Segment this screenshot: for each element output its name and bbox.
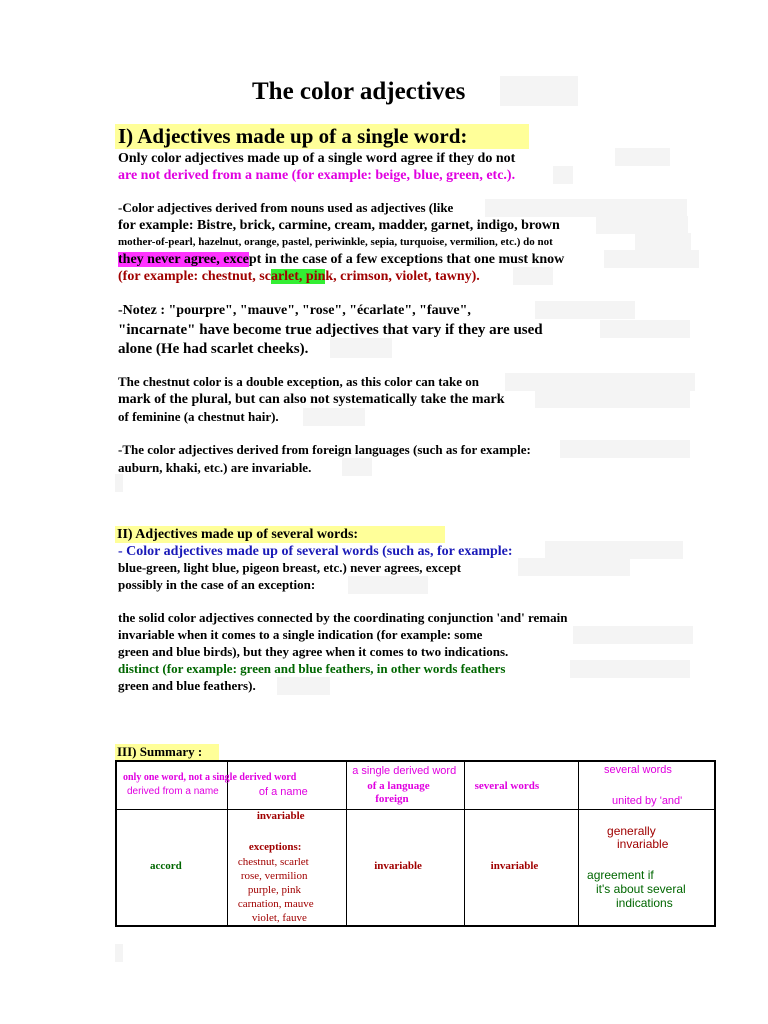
ghost-block xyxy=(570,660,690,678)
cell-text: accord xyxy=(150,859,182,872)
ghost-block xyxy=(342,458,372,476)
paragraph-line: mark of the plural, but can also not systematically take the mark xyxy=(118,392,505,407)
ghost-block xyxy=(485,199,687,217)
ghost-block xyxy=(513,267,553,285)
table-cell xyxy=(116,809,227,926)
header-text: foreign xyxy=(375,793,409,805)
ghost-block xyxy=(518,558,630,576)
header-text: united by 'and' xyxy=(612,795,683,807)
ghost-block xyxy=(505,373,695,391)
page-title: The color adjectives xyxy=(252,78,466,105)
cell-text: invariable xyxy=(490,859,539,872)
paragraph-line: -Notez : "pourpre", "mauve", "rose", "écarlate", "fauve", xyxy=(118,303,471,318)
table-header-row xyxy=(116,761,715,809)
highlight-green: arlet, pin xyxy=(270,269,326,284)
section-heading-several-words: II) Adjectives made up of several words: xyxy=(115,526,445,543)
ghost-block xyxy=(535,390,690,408)
ghost-block xyxy=(535,301,635,319)
paragraph-line: green and blue feathers). xyxy=(118,678,256,693)
table-cell xyxy=(347,809,464,926)
section-heading-single-word: I) Adjectives made up of a single word: xyxy=(115,124,529,149)
ghost-block xyxy=(573,626,693,644)
ghost-block xyxy=(500,76,578,106)
cell-text: carnation, mauve xyxy=(237,897,314,910)
header-text: derived from a name xyxy=(127,786,219,797)
paragraph-line xyxy=(118,251,564,268)
ghost-block xyxy=(348,576,428,594)
ghost-block xyxy=(560,440,690,458)
cell-text: invariable xyxy=(374,859,422,872)
paragraph-line: auburn, khaki, etc.) are invariable. xyxy=(118,460,312,475)
ghost-block xyxy=(604,250,699,268)
text-span: pt in the case of a few exceptions that one must know xyxy=(248,252,565,267)
table-cell xyxy=(227,809,346,926)
summary-table xyxy=(115,760,716,927)
header-text: only one word, not a single derived word xyxy=(123,772,297,783)
cell-text: exceptions: xyxy=(248,840,302,853)
ghost-block xyxy=(596,216,688,234)
text-span: (for example: chestnut, sc xyxy=(118,269,271,284)
ghost-block xyxy=(615,148,670,166)
paragraph-line: The chestnut color is a double exception, as this color can take on xyxy=(118,374,480,389)
table-header-cell xyxy=(347,761,464,809)
ghost-block xyxy=(330,338,392,358)
cell-text: invariable xyxy=(256,809,305,822)
paragraph-line: -Color adjectives derived from nouns used as adjectives (like xyxy=(118,200,454,215)
header-text: a single derived word xyxy=(352,765,457,777)
paragraph-line: - Color adjectives made up of several words (such as, for example: xyxy=(118,544,513,559)
ghost-block xyxy=(115,474,123,492)
ghost-block xyxy=(553,166,573,184)
ghost-block xyxy=(600,320,690,338)
header-text: of a name xyxy=(258,786,308,798)
paragraph-line: of feminine (a chestnut hair). xyxy=(118,409,279,424)
table-header-cell xyxy=(227,761,346,809)
paragraph-line: invariable when it comes to a single indication (for example: some xyxy=(118,627,483,642)
paragraph-line: for example: Bistre, brick, carmine, cream, madder, garnet, indigo, brown xyxy=(118,218,560,233)
paragraph-line: are not derived from a name (for example: beige, blue, green, etc.). xyxy=(118,168,516,183)
cell-text: indications xyxy=(616,895,673,910)
header-text: several words xyxy=(474,780,540,792)
text-span: k, crimson, violet, tawny). xyxy=(325,269,480,284)
paragraph-line: -The color adjectives derived from foreign languages (such as for example: xyxy=(118,442,531,457)
cell-text: invariable xyxy=(617,836,669,851)
cell-text: it's about several xyxy=(596,881,686,896)
table-header-cell xyxy=(464,761,578,809)
cell-text: violet, fauve xyxy=(251,911,307,924)
ghost-block xyxy=(303,408,365,426)
ghost-block xyxy=(277,677,330,695)
ghost-block xyxy=(635,233,691,251)
header-text: of a language xyxy=(367,780,430,792)
paragraph-line: green and blue birds), but they agree when it comes to two indications. xyxy=(118,644,509,659)
cell-text: purple, pink xyxy=(247,883,302,896)
table-row xyxy=(116,809,715,926)
cell-text: chestnut, scarlet xyxy=(237,855,309,868)
table-cell xyxy=(579,809,715,926)
paragraph-line: the solid color adjectives connected by the coordinating conjunction 'and' remain xyxy=(118,610,568,625)
paragraph-line xyxy=(118,268,480,285)
ghost-block xyxy=(545,541,683,559)
ghost-block xyxy=(115,944,123,962)
cell-text: rose, vermilion xyxy=(240,869,308,882)
highlight-magenta: they never agree, exce xyxy=(118,252,249,267)
section-heading-summary: III) Summary : xyxy=(115,744,219,760)
table-cell xyxy=(464,809,578,926)
paragraph-line: "incarnate" have become true adjectives that vary if they are used xyxy=(118,322,543,338)
paragraph-line: blue-green, light blue, pigeon breast, etc.) never agrees, except xyxy=(118,560,462,575)
paragraph-line: alone (He had scarlet cheeks). xyxy=(118,341,309,357)
paragraph-line: distinct (for example: green and blue feathers, in other words feathers xyxy=(118,661,506,676)
header-text: several words xyxy=(604,764,672,776)
table-header-cell xyxy=(579,761,715,809)
paragraph-line: Only color adjectives made up of a single word agree if they do not xyxy=(118,151,516,166)
cell-text: generally xyxy=(607,823,656,838)
paragraph-line: mother-of-pearl, hazelnut, orange, pastel, periwinkle, sepia, turquoise, vermilion, etc.) do not xyxy=(118,236,553,248)
paragraph-line: possibly in the case of an exception: xyxy=(118,577,316,592)
cell-text: agreement if xyxy=(587,867,654,882)
